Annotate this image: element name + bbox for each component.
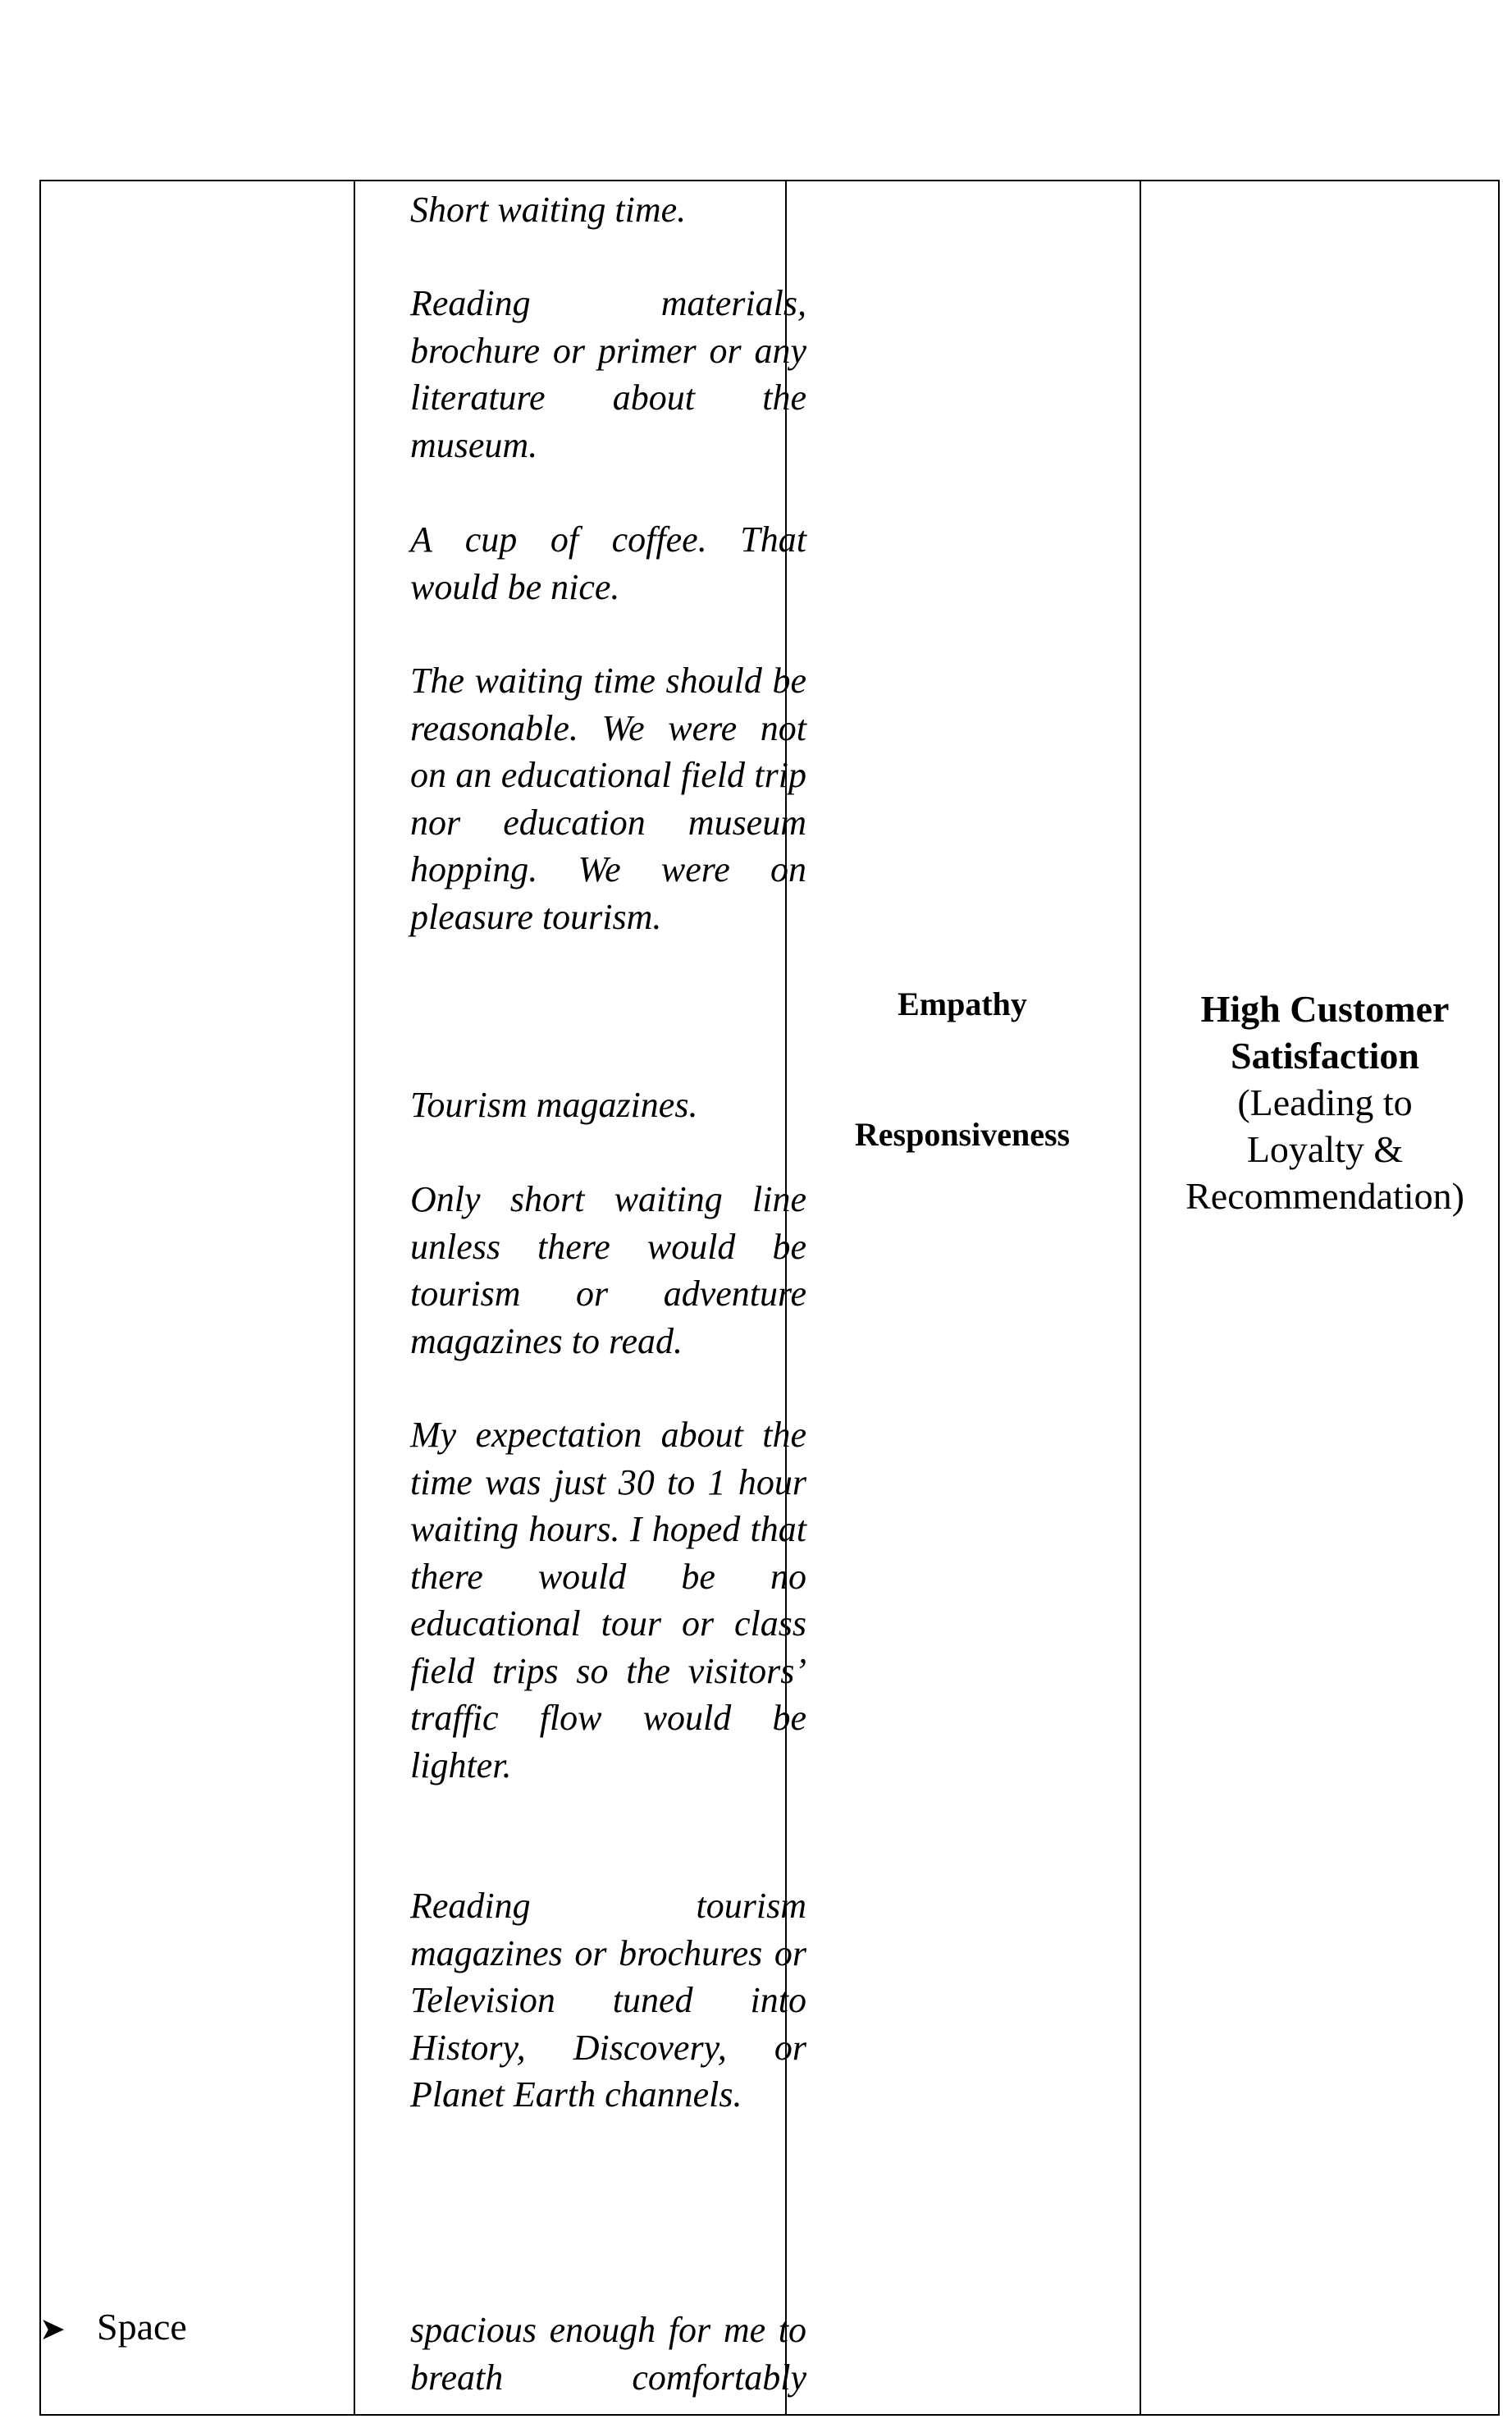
outcome-note-line1: (Leading to <box>1237 1081 1413 1123</box>
service-quality-table <box>39 180 1500 2416</box>
response-paragraph: Only short waiting line unless there would be tourism or adventure magazines to read. <box>410 1179 806 1361</box>
column-divider-1 <box>354 181 355 2414</box>
response-paragraph: The waiting time should be reasonable. We were not on an educational field trip nor education museum hopping. We were on pleasure tourism. <box>410 661 806 937</box>
response-paragraph: Reading materials, brochure or primer or any literature about the museum. <box>410 283 806 465</box>
response-paragraph: Tourism magazines. <box>410 1085 698 1125</box>
response-paragraph: Reading tourism magazines or brochures or Television tuned into History, Discovery, or Planet Earth channels. <box>410 1886 806 2115</box>
bullet-label: Space <box>97 2306 187 2348</box>
dimension-empathy: Empathy <box>898 985 1027 1022</box>
bullet-item-space <box>39 2303 187 2353</box>
responses-column <box>372 181 806 2414</box>
column-divider-3 <box>1140 181 1141 2414</box>
arrow-bullet-icon: ➤ <box>39 2312 66 2347</box>
response-paragraph: Short waiting time. <box>410 190 687 230</box>
response-paragraph: A cup of coffee. That would be nice. <box>410 519 806 607</box>
outcome-note-line2: Loyalty & <box>1246 1128 1404 1170</box>
outcome-title-line1: High Customer <box>1200 988 1450 1030</box>
outcome-cell <box>1144 985 1505 1219</box>
dimension-responsiveness: Responsiveness <box>854 1116 1071 1153</box>
response-paragraph: spacious enough for me to breath comfortably <box>410 2310 806 2398</box>
outcome-note-line3: Recommendation) <box>1185 1175 1464 1217</box>
response-paragraph: My expectation about the time was just 30 to 1 hour waiting hours. I hoped that there would be no educational tour or class field trips so the visitors’ traffic flow would be lighter. <box>410 1415 806 1786</box>
outcome-title-line2: Satisfaction <box>1231 1035 1419 1077</box>
